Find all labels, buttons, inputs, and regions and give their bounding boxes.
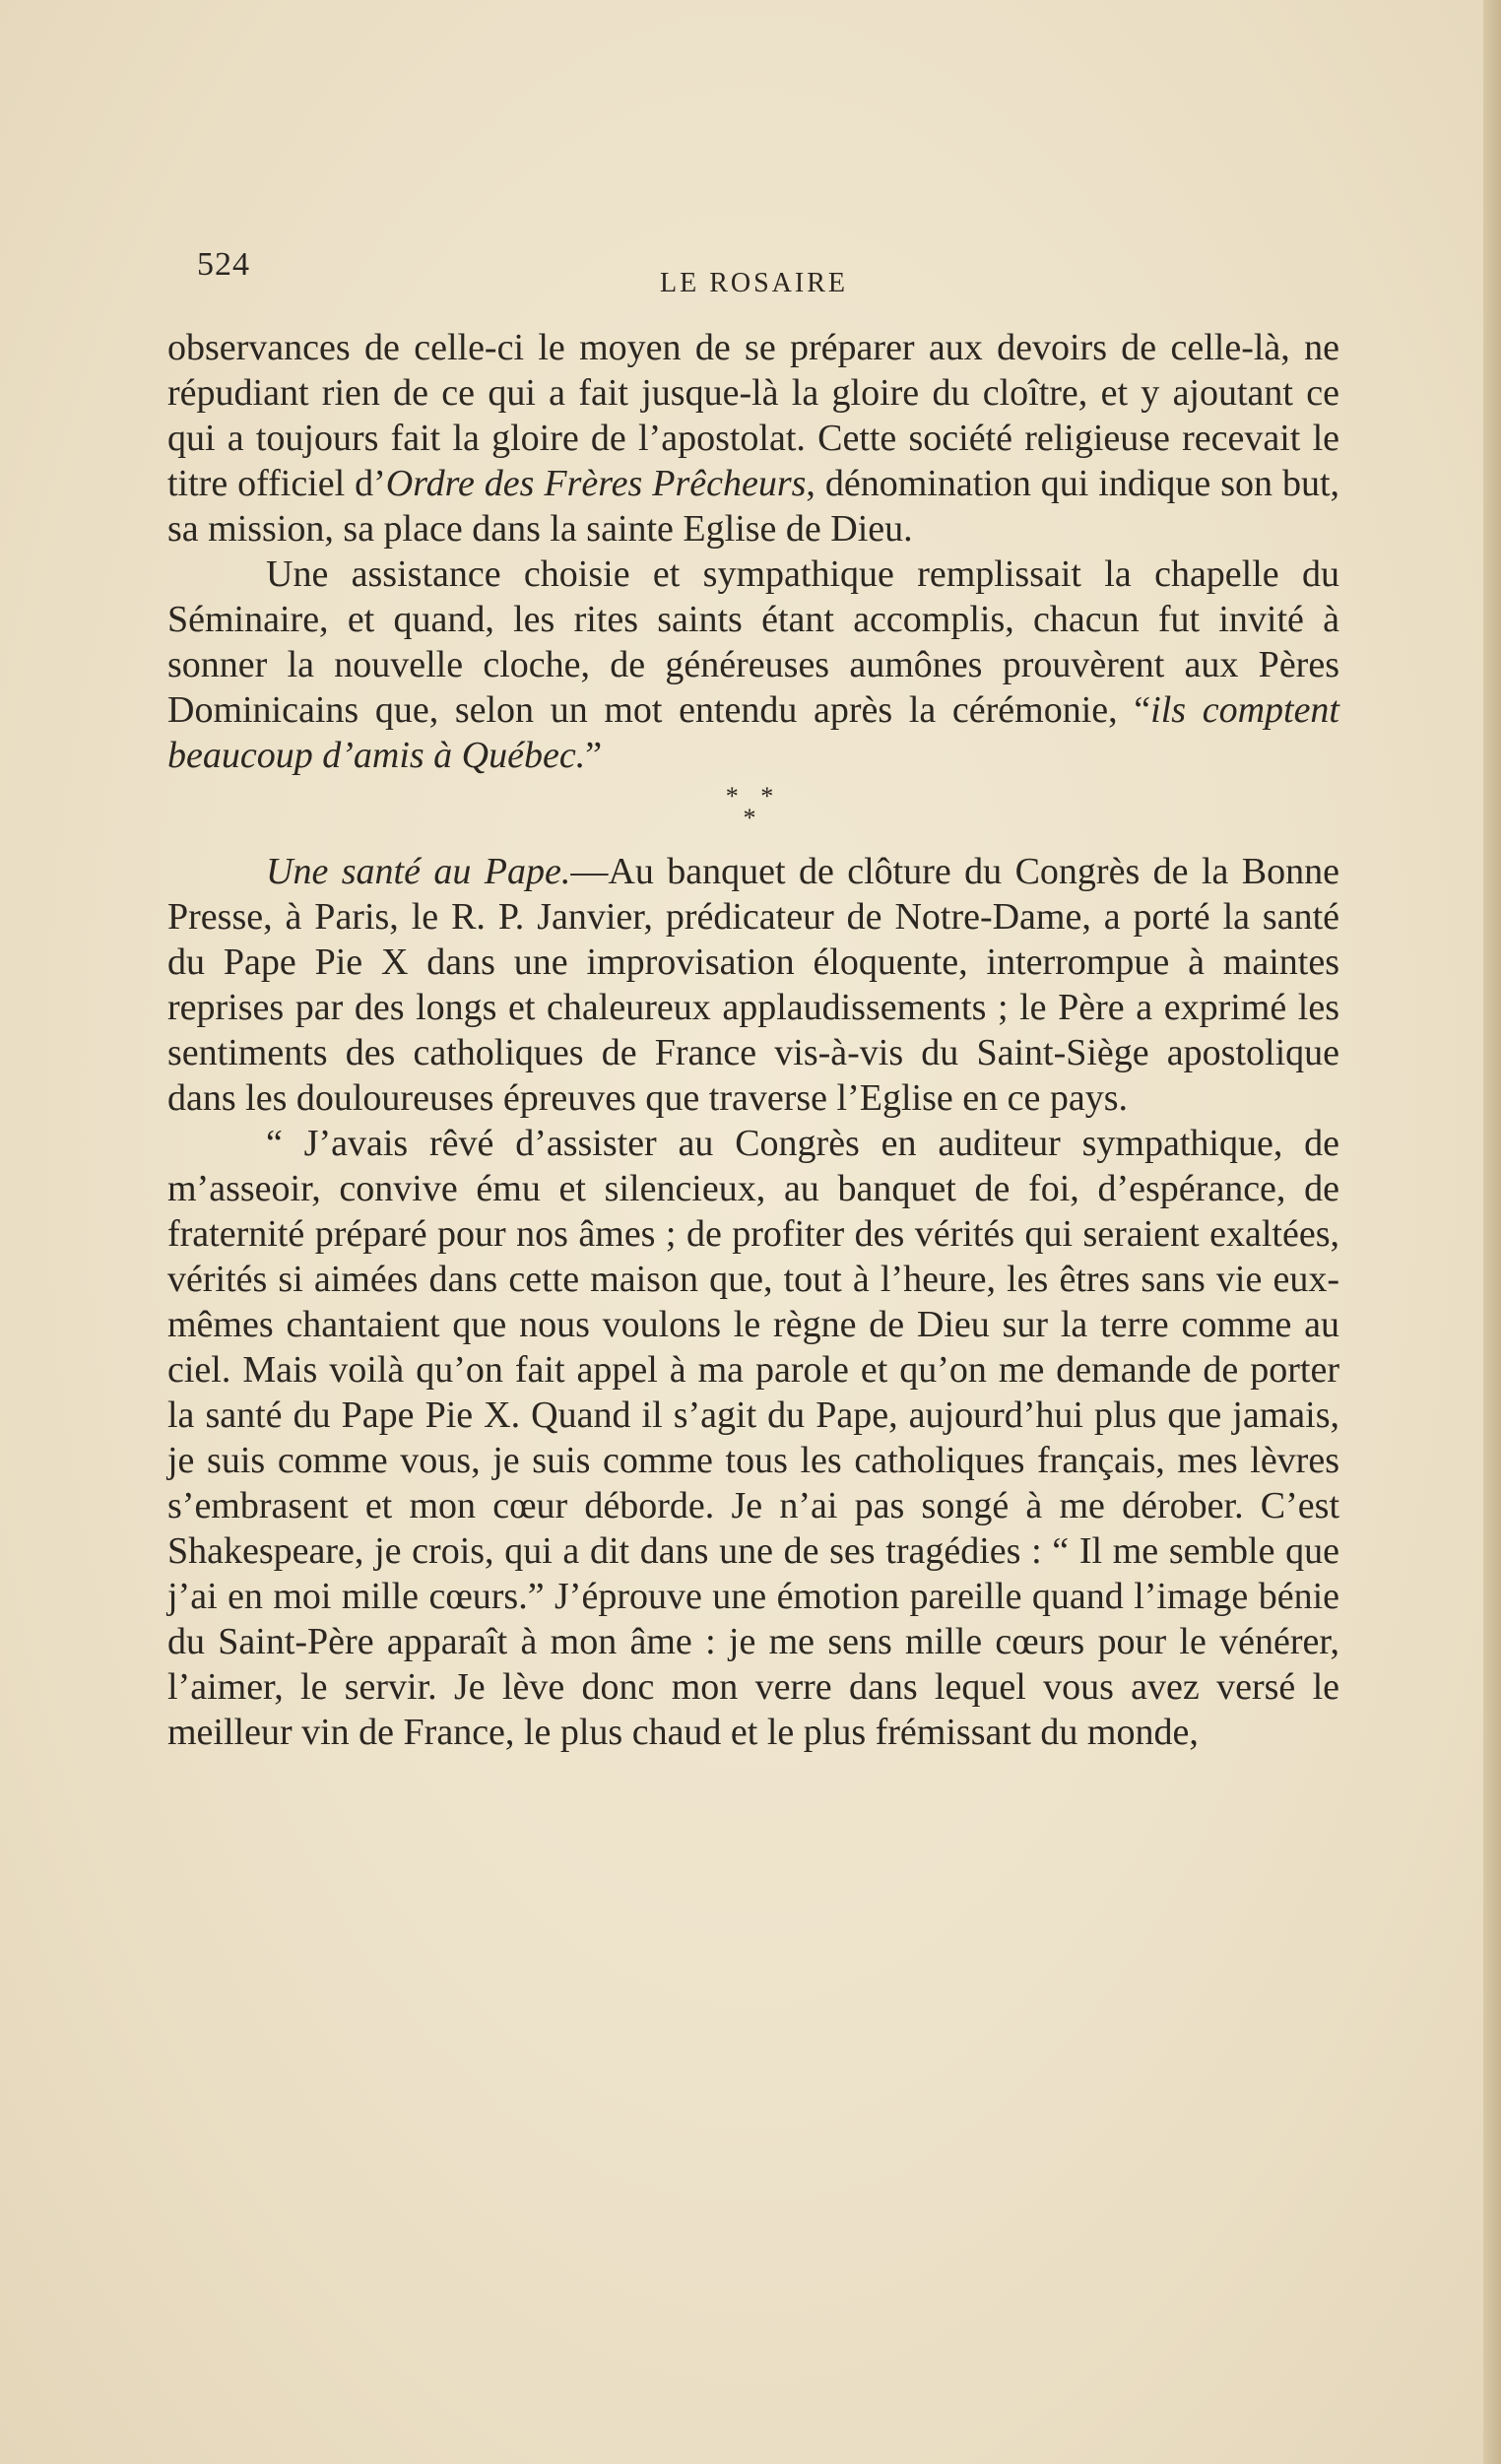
paragraph-1 [167, 325, 1339, 551]
running-title: LE ROSAIRE [660, 268, 848, 298]
page-edge-shadow [1483, 0, 1501, 2464]
paragraph-4 [167, 1121, 1339, 1755]
paragraph-1-tail: , dénomination qui indique son but, sa mission, sa place dans la sainte Eglise de Dieu. [167, 463, 1340, 550]
paragraph-1-text: observances de celle-ci le moyen de se préparer aux devoirs de celle-là, ne répudiant rien de ce qui a fait jusque-là la gloire du cloître, et y ajoutant ce qui a toujours fait la gloire de l’apostolat. Cette société religieuse recevait le titre officiel d’ [167, 327, 1339, 504]
paragraph-2-italic: ils comptent beaucoup d’amis à Québec. [167, 689, 1339, 776]
asterism-top: * * [725, 782, 782, 811]
paragraph-1-italic: Ordre des Frères Prêcheurs [385, 463, 807, 504]
paragraph-3-text: —Au banquet de clôture du Congrès de la Bonne Presse, à Paris, le R. P. Janvier, prédicateur de Notre-Dame, a porté la santé du Pape Pie X dans une improvisation éloquente, interrompue à maintes reprises par des longs et chaleureux applaudissements ; le Père a exprimé les sentiments des catholiques de France vis-à-vis du Saint-Siège apostolique dans les douloureuses épreuves que traverse l’Eglise en ce pays. [167, 851, 1339, 1119]
section-divider-asterism [167, 782, 1339, 832]
paragraph-2-tail: ” [585, 735, 603, 776]
paragraph-2 [167, 551, 1339, 778]
paragraph-3-italic: Une santé au Pape. [266, 851, 571, 892]
paragraph-3 [167, 849, 1339, 1121]
paragraph-2-text: Une assistance choisie et sympathique remplissait la chapelle du Séminaire, et quand, les rites saints étant accomplis, chacun fut invité à sonner la nouvelle cloche, de généreuses aumônes prouvèrent aux Pères Dominicains que, selon un mot entendu après la cérémonie, “ [167, 553, 1339, 731]
page-number: 524 [197, 246, 250, 283]
body-text [167, 325, 1339, 1755]
page-header [197, 246, 1339, 305]
asterism-bottom: * [743, 804, 764, 832]
paragraph-4-text: “ J’avais rêvé d’assister au Congrès en auditeur sympathique, de m’asseoir, convive ému et silencieux, au banquet de foi, d’espérance, de fraternité préparé pour nos âmes ; de profiter des vérités qui seraient exaltées, vérités si aimées dans cette maison que, tout à l’heure, les êtres sans vie eux-mêmes chantaient que nous voulons le règne de Dieu sur la terre comme au ciel. Mais voilà qu’on fait appel à ma parole et qu’on me demande de porter la santé du Pape Pie X. Quand il s’agit du Pape, aujourd’hui plus que jamais, je suis comme vous, je suis comme tous les catholiques français, mes lèvres s’embrasent et mon cœur déborde. Je n’ai pas songé à me dérober. C’est Shakespeare, je crois, qui a dit dans une de ses tragédies : “ Il me semble que j’ai en moi mille cœurs.” J’éprouve une émotion pareille quand l’image bénie du Saint-Père apparaît à mon âme : je me sens mille cœurs pour le vénérer, l’aimer, le servir. Je lève donc mon verre dans lequel vous avez versé le meilleur vin de France, le plus chaud et le plus frémissant du monde, [167, 1123, 1339, 1753]
